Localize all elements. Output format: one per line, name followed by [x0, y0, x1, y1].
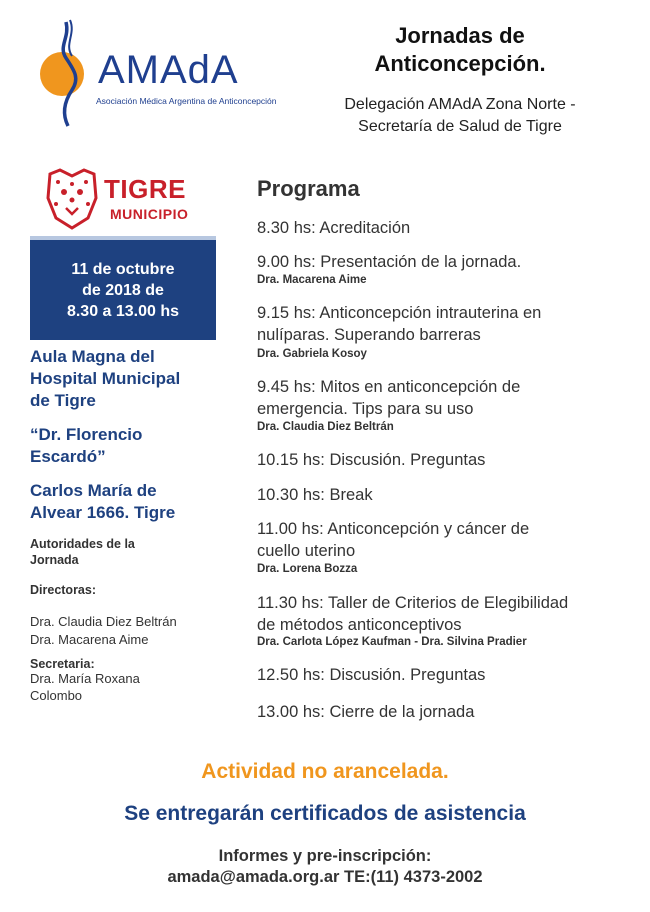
date-line3: 8.30 a 13.00 hs	[66, 303, 180, 320]
directors-label: Directoras:	[30, 583, 96, 597]
program-item-4-line2: emergencia. Tips para su uso	[257, 400, 474, 418]
amada-logo	[36, 18, 276, 128]
date-line2: de 2018 de	[82, 282, 164, 299]
venue-name-line1: “Dr. Florencio	[30, 425, 143, 444]
contact-info: amada@amada.org.ar TE:(11) 4373-2002	[167, 868, 483, 886]
program-item-6: 10.30 hs: Break	[257, 486, 373, 504]
program-title: Programa	[257, 176, 360, 201]
secretary-label: Secretaria:	[30, 657, 95, 671]
program-item-4-line1: 9.45 hs: Mitos en anticoncepción de	[257, 378, 521, 396]
amada-emblem-icon	[36, 18, 96, 128]
delegation-line1: Delegación AMAdA Zona Norte -	[344, 96, 576, 113]
venue-name-line2: Escardó”	[30, 447, 106, 466]
event-title-line1: Jornadas de	[395, 23, 525, 48]
program-item-8-line1: 11.30 hs: Taller de Criterios de Elegibilidad	[257, 594, 569, 612]
program-item-5: 10.15 hs: Discusión. Preguntas	[257, 451, 486, 469]
program-item-9: 12.50 hs: Discusión. Preguntas	[257, 666, 486, 684]
program-item-1: 8.30 hs: Acreditación	[257, 219, 411, 237]
program-speaker-7: Dra. Lorena Bozza	[257, 563, 358, 575]
venue-address-line1: Carlos María de	[30, 481, 157, 500]
program-item-10: 13.00 hs: Cierre de la jornada	[257, 703, 475, 721]
info-heading: Informes y pre-inscripción:	[218, 847, 432, 865]
program-item-7-line1: 11.00 hs: Anticoncepción y cáncer de	[257, 520, 530, 538]
program-speaker-8: Dra. Carlota López Kaufman - Dra. Silvina Pradier	[257, 636, 527, 648]
secretary-line1: Dra. María Roxana	[30, 671, 140, 686]
program-speaker-3: Dra. Gabriela Kosoy	[257, 348, 367, 360]
venue-line2: Hospital Municipal	[30, 369, 181, 388]
program-item-7-line2: cuello uterino	[257, 542, 356, 560]
tigre-logo-word: TIGRE	[104, 174, 186, 204]
amada-logo-subtitle: Asociación Médica Argentina de Anticoncepción	[96, 96, 277, 106]
event-date-box	[30, 236, 216, 340]
date-line1: 11 de octubre	[71, 261, 175, 278]
director-2: Dra. Macarena Aime	[30, 632, 149, 647]
authorities-heading-line2: Jornada	[30, 553, 79, 567]
venue-line3: de Tigre	[30, 391, 96, 410]
event-title-line2: Anticoncepción.	[374, 51, 546, 76]
program-item-3-line1: 9.15 hs: Anticoncepción intrauterina en	[257, 304, 542, 322]
jaguar-head-icon	[44, 168, 100, 230]
authorities-heading-line1: Autoridades de la	[30, 537, 135, 551]
director-1: Dra. Claudia Diez Beltrán	[30, 614, 177, 629]
program-item-3-line2: nulíparas. Superando barreras	[257, 326, 481, 344]
certificates-notice: Se entregarán certificados de asistencia	[124, 802, 526, 825]
secretary-line2: Colombo	[30, 688, 83, 703]
delegation-line2: Secretaría de Salud de Tigre	[358, 118, 562, 135]
free-activity-notice: Actividad no arancelada.	[201, 760, 449, 783]
venue-address-line2: Alvear 1666. Tigre	[30, 503, 176, 522]
tigre-municipio-logo	[44, 168, 214, 232]
program-item-2: 9.00 hs: Presentación de la jornada.	[257, 253, 522, 271]
tigre-logo-subtitle: MUNICIPIO	[110, 206, 189, 222]
venue-line1: Aula Magna del	[30, 347, 155, 366]
program-speaker-2: Dra. Macarena Aime	[257, 274, 367, 286]
program-item-8-line2: de métodos anticonceptivos	[257, 616, 462, 634]
program-speaker-4: Dra. Claudia Diez Beltrán	[257, 421, 394, 433]
amada-logo-text: AMAdA	[98, 48, 239, 92]
